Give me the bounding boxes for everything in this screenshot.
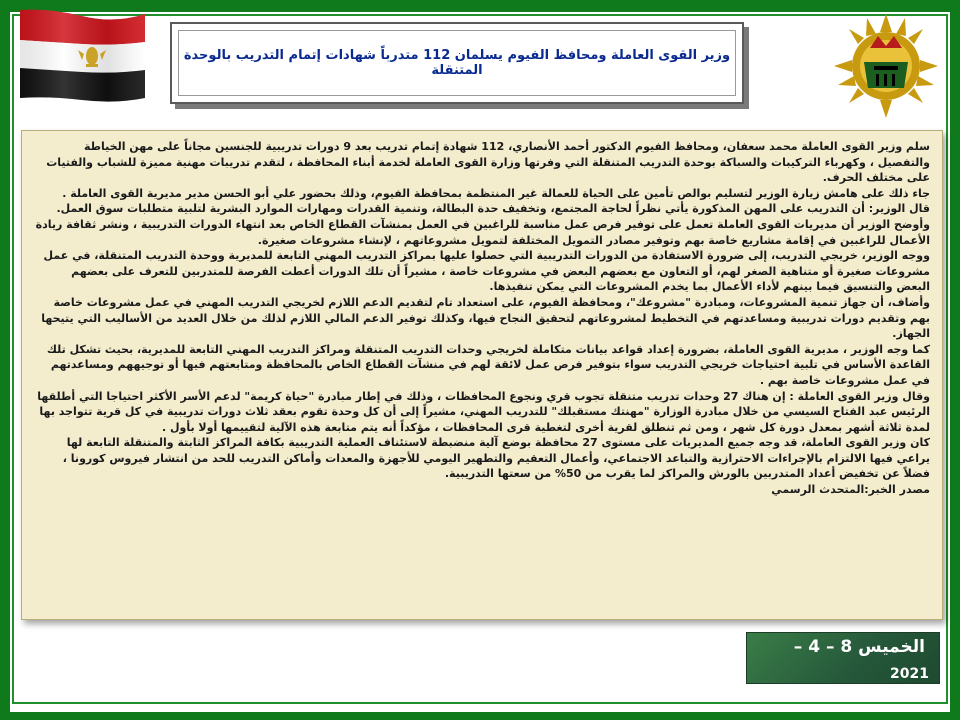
source-line: مصدر الخبر:المتحدث الرسمي [771, 483, 930, 497]
article-body [21, 130, 943, 620]
paragraph: قال الوزير: أن التدريب على المهن المذكورة يأتي نظراً لحاجة المجتمع، وتخفيف حدة البطالة، وتنمية القدرات ومهارات الموارد البشرية لتلبية متطلبات سوق العمل. [56, 202, 930, 216]
egypt-flag-icon [20, 8, 145, 104]
article-text [34, 139, 930, 498]
paragraph: وأضاف، أن جهاز تنمية المشروعات، ومبادرة "مشروعك"، ومحافظة الفيوم، على استعداد تام لتقديم الدعم اللازم لخريجي التدريب المهني في عمل مشروعات خاصة بهم وتقديم دورات تدريبية ومساعدتهم في التخطيط لمشروعاتهم لتحقيق النجاح فيها، وكذلك توفير الدعم المالي اللازم لذلك من خلال العديد من الأساليب التي يتيحها الجهاز. [41, 295, 930, 341]
title-inner-frame [178, 30, 736, 96]
paragraph: جاء ذلك على هامش زيارة الوزير لتسليم بوالص تأمين على الحياة للعمالة غير المنتظمة بمحافظة الفيوم، وذلك بحضور علي أبو الحسن مدير مديرية القوى العاملة . [62, 186, 930, 200]
page-title: وزير القوى العاملة ومحافظ الفيوم يسلمان 112 متدرباً شهادات إتمام التدريب بالوحدة المتنقلة [183, 48, 731, 78]
paragraph: كان وزير القوى العاملة، قد وجه جميع المديريات على مستوى 27 محافظة بوضع آلية منضبطة لاستئناف العملية التدريبية بكافة المراكز الثابتة والمتنقلة التابعة لها يراعي فيها الالتزام بالإجراءات الاحترازية والتباعد الاجتماعي، وأعمال التعقيم والتطهير اليومي للأجهزة والمعدات وأماكن التدريب للحد من انتشار فيروس كورونا ، فضلاً عن تخفيض أعداد المتدربين بالورش والمراكز لما يقرب من 50% من سعتها التدريبية. [62, 436, 930, 481]
ministry-logo-icon [832, 10, 940, 120]
paragraph: ووجه الوزير، خريجي التدريب، إلى ضرورة الاستفادة من الدورات التدريبية التي حصلوا عليها بمراكز التدريب المهني التابعة للمديرية ووحدة التدريب المتنقلة، في عمل مشروعات صغيرة أو متناهية الصغر لهم، أو التعاون مع بعضهم البعض في مشروعات خاصة ، مشيراً أن تلك الدورات أعطت الفرصة للمتدربين للتعرف على بعضهم البعض والتنسيق فيما بينهم لأداء الأعمال بما يخدم المشروعات التي يمكن تنفيذها. [43, 249, 930, 294]
paragraph: وأوضح الوزير أن مديريات القوى العاملة تعمل على توفير فرص عمل مناسبة للراغبين في العمل بمنشآت القطاع الخاص بعد انتهاء الدورات التدريبية ، ونشر ثقافة ريادة الأعمال للراغبين في إقامة مشاريع خاصة بهم وتوفير مصادر التمويل المختلفة لتمويل مشروعاتهم ، لإنشاء مشروعات صغيرة. [35, 217, 930, 247]
date-text: الخميس 8 – 4 – [793, 637, 925, 657]
year-text: 2021 [890, 666, 929, 682]
title-box [170, 22, 744, 104]
paragraph: كما وجه الوزير ، مديرية القوى العاملة، بضرورة إعداد قواعد بيانات متكاملة لخريجي وحدات التدريب المتنقلة ومراكز التدريب المهني التابعة للمديرية، بحيث تشكل تلك القاعدة الأساس في تلبية احتياجات خريجي التدريب سواء بتوفير فرص عمل لائقة لهم في منشآت القطاع الخاص بالمحافظة ومتابعتهم فيها أو توجيههم ومساعدتهم في عمل مشروعات خاصة بهم . [46, 342, 930, 387]
paragraph: سلم وزير القوى العاملة محمد سعفان، ومحافظ الفيوم الدكتور أحمد الأنصاري، 112 شهادة إتمام تدريب بعد 9 دورات تدريبية للجنسين مجاناً على مهن الخياطة والتفصيل ، وكهرباء التركيبات والسباكة بوحدة التدريب المتنقلة التي وفرتها وزارة القوى العاملة لخدمة أبناء المحافظة ، لتقدم تدريبات مهنية مميزة للشباب والفتيات على مختلف الحرف. [46, 140, 930, 185]
paragraph: وقال وزير القوى العاملة : إن هناك 27 وحدات تدريب متنقلة تجوب قري ونجوع المحافظات ، وذلك في إطار مبادرة "حياة كريمة" لدعم الأسر الأكثر احتياجا التي أطلقها الرئيس عبد الفتاح السيسي من خلال مبادرة الوزارة "مهنتك مستقبلك" للتدريب المهني، مشيراً إلى أن كل وحدة تقوم بعقد ثلاث دورات تدريبية في كل قرية تتواجد بها لمدة ثلاثة أشهر بمعدل دورة كل شهر ، ومن ثم تنطلق لقرية أخرى لتغطية قرى المحافظات ، مؤكداً أنه يتم متابعة هذه الآلية لتقييمها أولا بأول . [37, 389, 930, 434]
